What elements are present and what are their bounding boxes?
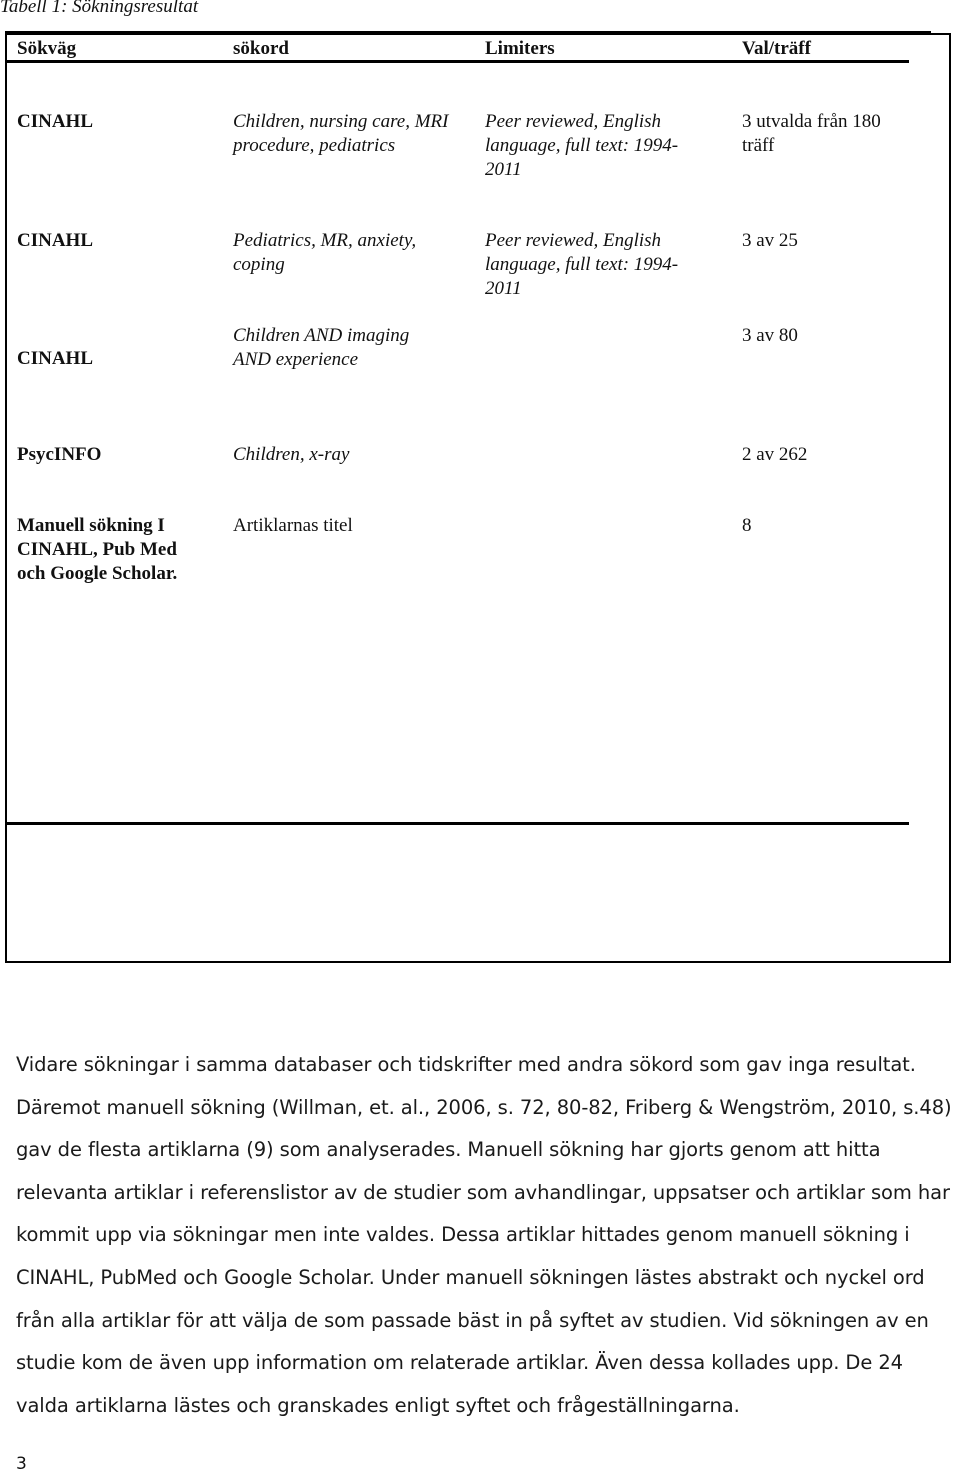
row3-database: CINAHL bbox=[17, 348, 94, 369]
row4-database: PsycINFO bbox=[17, 444, 102, 465]
row4-result: 2 av 262 bbox=[742, 444, 808, 465]
row5-keywords: Artiklarnas titel bbox=[233, 515, 353, 536]
row2-database: CINAHL bbox=[17, 230, 94, 251]
row1-keywords: Children, nursing care, MRI procedure, pediatrics bbox=[233, 111, 449, 156]
header-val-traff: Val/träff bbox=[742, 38, 811, 59]
page-number: 3 bbox=[16, 1454, 27, 1474]
body-paragraph: Vidare sökningar i samma databaser och tidskrifter med andra sökord som gav inga resultat. Däremot manuell sökning (Willman, et. al., 2006, s. 72, 80-82, Friberg & Wengström, 2010, s.48) gav de flesta artiklarna (9) som analyserades. Manuell sökning har gjorts genom att hitta relevanta artiklar i referenslistor av de studier som avhandlingar, uppsatser och artiklar som har kommit upp via sökningar men inte valdes. Dessa artiklar hittades genom manuell sökning i CINAHL, PubMed och Google Scholar. Under manuell sökningen lästes abstrakt och nyckel ord från alla artiklar för att välja de som passade bäst in på syftet av studien. Vid sökningen av en studie kom de även upp information om relaterade artiklar. Även dessa kollades upp. De 24 valda artiklarna lästes och granskades enligt syftet och frågeställningarna. bbox=[16, 1053, 952, 1417]
row2-limiters: Peer reviewed, English language, full text: 1994-2011 bbox=[485, 230, 679, 299]
row1-database: CINAHL bbox=[17, 111, 94, 132]
header-sokvag: Sökväg bbox=[17, 38, 77, 59]
row1-result: 3 utvalda från 180 träff bbox=[742, 111, 881, 156]
table-top-rule bbox=[5, 31, 931, 34]
row5-result: 8 bbox=[742, 515, 752, 536]
table-bottom-rule bbox=[5, 822, 909, 825]
row3-result: 3 av 80 bbox=[742, 325, 798, 346]
header-sokord: sökord bbox=[233, 38, 289, 59]
row1-limiters: Peer reviewed, English language, full text: 1994-2011 bbox=[485, 111, 679, 180]
row2-result: 3 av 25 bbox=[742, 230, 798, 251]
row3-keywords: Children AND imaging AND experience bbox=[233, 325, 410, 370]
row2-keywords: Pediatrics, MR, anxiety, coping bbox=[233, 230, 417, 275]
row4-keywords: Children, x-ray bbox=[233, 444, 350, 465]
header-limiters: Limiters bbox=[485, 38, 555, 59]
table-caption: Tabell 1: Sökningsresultat bbox=[0, 0, 199, 17]
row5-database: Manuell sökning I CINAHL, Pub Med och Google Scholar. bbox=[17, 515, 178, 584]
